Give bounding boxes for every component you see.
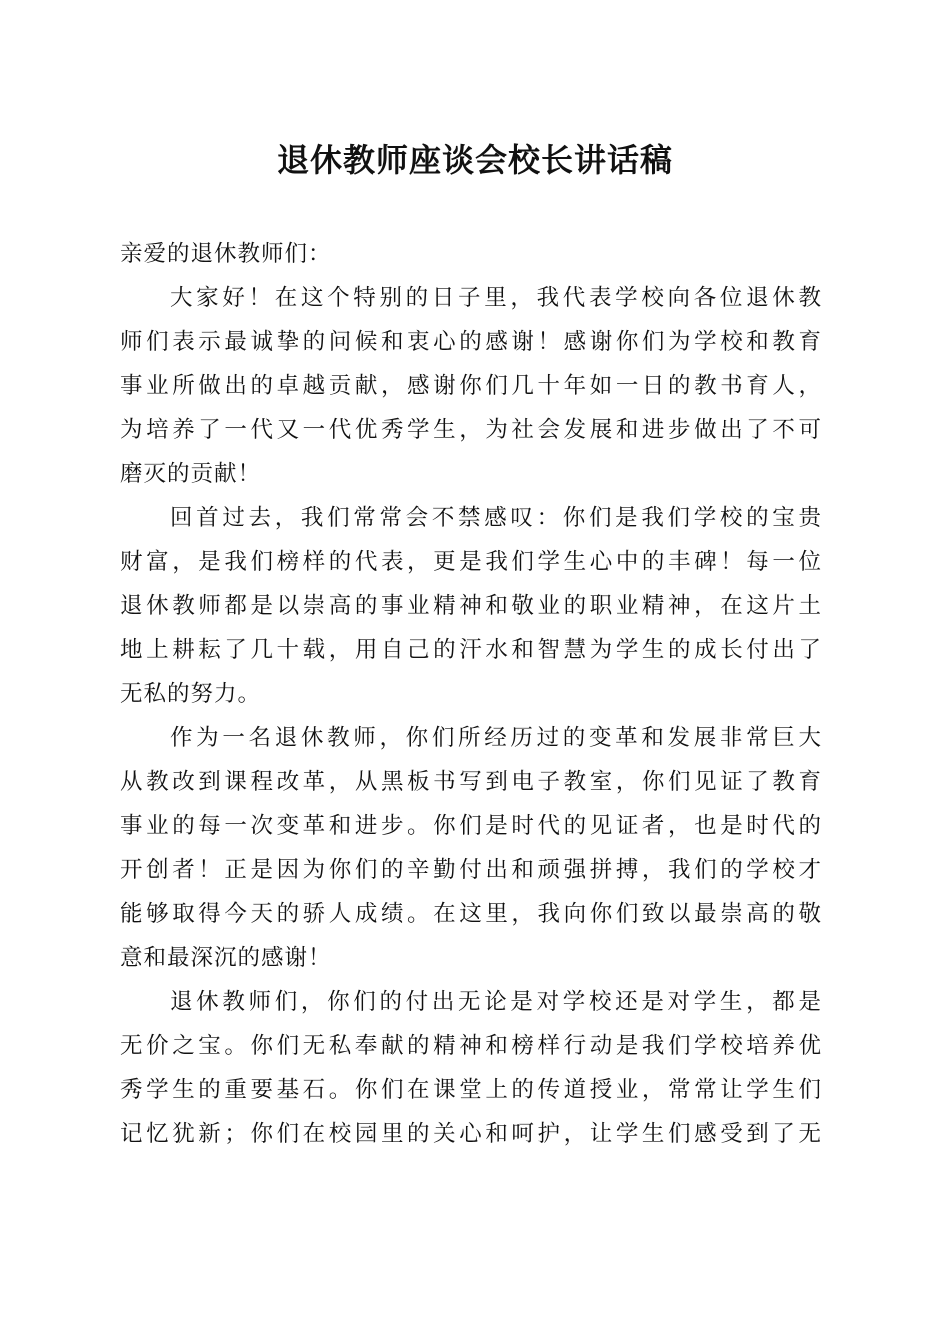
salutation-line: 亲爱的退休教师们：	[120, 241, 332, 267]
paragraph-2-line-4: 地上耕耘了几十载，用自己的汗水和智慧为学生的成长付出了	[120, 637, 822, 663]
paragraph-1-line-3: 事业所做出的卓越贡献，感谢你们几十年如一日的教书育人，	[120, 373, 822, 399]
paragraph-1-line-1: 大家好！在这个特别的日子里，我代表学校向各位退休教	[170, 285, 822, 311]
paragraph-3-line-1: 作为一名退休教师，你们所经历过的变革和发展非常巨大	[170, 725, 822, 751]
paragraph-2-line-2: 财富，是我们榜样的代表，更是我们学生心中的丰碑！每一位	[120, 549, 822, 575]
paragraph-2-line-5: 无私的努力。	[120, 681, 262, 707]
document-title: 退休教师座谈会校长讲话稿	[276, 141, 673, 179]
document-body	[120, 232, 822, 1156]
paragraph-2-line-1: 回首过去，我们常常会不禁感叹：你们是我们学校的宝贵	[170, 505, 822, 531]
paragraph-4-line-2: 无价之宝。你们无私奉献的精神和榜样行动是我们学校培养优	[120, 1033, 822, 1059]
paragraph-3-line-6: 意和最深沉的感谢！	[120, 945, 332, 971]
paragraph-4-line-3: 秀学生的重要基石。你们在课堂上的传道授业，常常让学生们	[120, 1077, 822, 1103]
paragraph-1-line-5: 磨灭的贡献！	[120, 461, 262, 487]
paragraph-3-line-4: 开创者！正是因为你们的辛勤付出和顽强拼搏，我们的学校才	[120, 857, 822, 883]
paragraph-3-line-5: 能够取得今天的骄人成绩。在这里，我向你们致以最崇高的敬	[120, 901, 822, 927]
paragraph-3-line-2: 从教改到课程改革，从黑板书写到电子教室，你们见证了教育	[120, 769, 822, 795]
paragraph-4-line-1: 退休教师们，你们的付出无论是对学校还是对学生，都是	[170, 989, 822, 1015]
paragraph-1-line-4: 为培养了一代又一代优秀学生，为社会发展和进步做出了不可	[120, 417, 822, 443]
paragraph-2-line-3: 退休教师都是以崇高的事业精神和敬业的职业精神，在这片土	[120, 593, 822, 619]
paragraph-3-line-3: 事业的每一次变革和进步。你们是时代的见证者，也是时代的	[120, 813, 822, 839]
paragraph-4-line-4: 记忆犹新；你们在校园里的关心和呵护，让学生们感受到了无	[120, 1121, 822, 1147]
paragraph-1-line-2: 师们表示最诚挚的问候和衷心的感谢！感谢你们为学校和教育	[120, 329, 822, 355]
